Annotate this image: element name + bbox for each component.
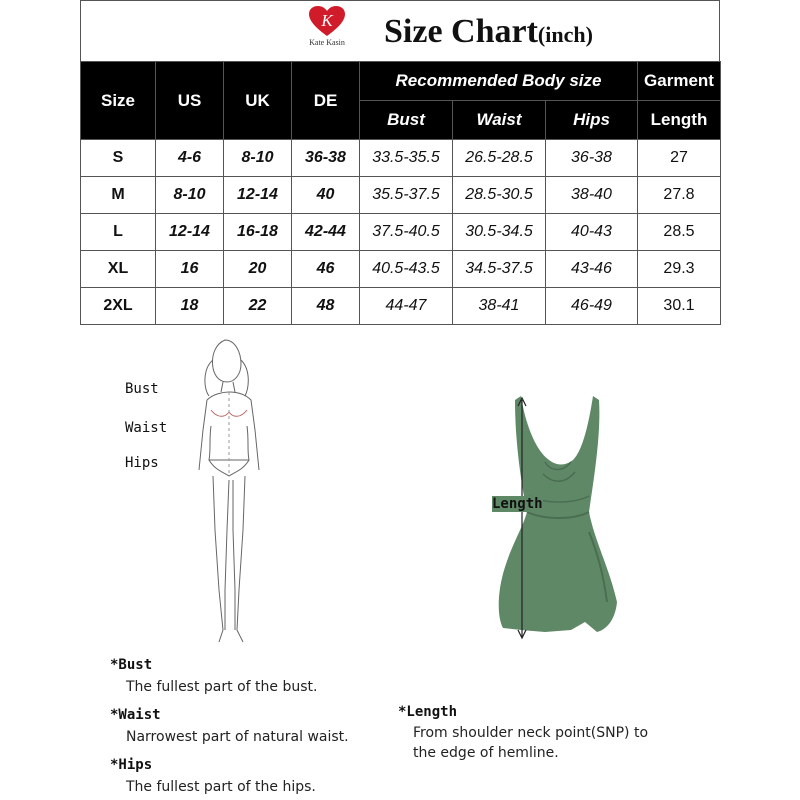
cell-de: 48 <box>292 288 360 325</box>
cell-uk: 20 <box>224 251 292 288</box>
table-row <box>81 214 721 251</box>
table-row <box>81 177 721 214</box>
cell-waist: 30.5-34.5 <box>453 214 546 251</box>
cell-length: 29.3 <box>638 251 721 288</box>
cell-bust: 37.5-40.5 <box>360 214 453 251</box>
note-waist-text: Narrowest part of natural waist. <box>126 729 349 745</box>
cell-hips: 43-46 <box>546 251 638 288</box>
note-hips-heading: *Hips <box>110 757 153 773</box>
cell-size: M <box>81 177 156 214</box>
cell-size: XL <box>81 251 156 288</box>
dress-image <box>485 392 635 647</box>
cell-size: 2XL <box>81 288 156 325</box>
svg-text:K: K <box>321 11 333 30</box>
header <box>80 0 720 62</box>
cell-de: 42-44 <box>292 214 360 251</box>
cell-length: 27.8 <box>638 177 721 214</box>
cell-uk: 8-10 <box>224 140 292 177</box>
cell-size: S <box>81 140 156 177</box>
figure-label-waist: Waist <box>125 420 168 436</box>
cell-hips: 46-49 <box>546 288 638 325</box>
cell-length: 30.1 <box>638 288 721 325</box>
header-bust: Bust <box>360 101 453 140</box>
cell-bust: 33.5-35.5 <box>360 140 453 177</box>
page-title: Size Chart(inch) <box>384 13 593 50</box>
note-hips-text: The fullest part of the hips. <box>126 779 316 795</box>
note-bust-heading: *Bust <box>110 657 153 673</box>
note-length-heading: *Length <box>398 704 458 720</box>
cell-de: 40 <box>292 177 360 214</box>
cell-hips: 36-38 <box>546 140 638 177</box>
note-length-text-1: From shoulder neck point(SNP) to <box>413 725 649 741</box>
figure-label-hips: Hips <box>125 455 159 471</box>
cell-bust: 35.5-37.5 <box>360 177 453 214</box>
heart-logo-icon <box>308 5 346 37</box>
cell-de: 46 <box>292 251 360 288</box>
cell-length: 27 <box>638 140 721 177</box>
cell-de: 36-38 <box>292 140 360 177</box>
header-uk: UK <box>224 62 292 140</box>
note-length-text-2: the edge of hemline. <box>413 745 559 761</box>
cell-waist: 26.5-28.5 <box>453 140 546 177</box>
cell-waist: 38-41 <box>453 288 546 325</box>
header-waist: Waist <box>453 101 546 140</box>
cell-us: 8-10 <box>156 177 224 214</box>
cell-uk: 22 <box>224 288 292 325</box>
table-row <box>81 251 721 288</box>
table-row <box>81 140 721 177</box>
brand-name: Kate Kasin <box>309 38 345 47</box>
cell-us: 18 <box>156 288 224 325</box>
note-waist-heading: *Waist <box>110 707 161 723</box>
header-hips: Hips <box>546 101 638 140</box>
header-body-size: Recommended Body size <box>360 62 638 101</box>
cell-waist: 34.5-37.5 <box>453 251 546 288</box>
header-de: DE <box>292 62 360 140</box>
figure-label-length: Length <box>492 496 543 512</box>
cell-waist: 28.5-30.5 <box>453 177 546 214</box>
cell-size: L <box>81 214 156 251</box>
cell-uk: 12-14 <box>224 177 292 214</box>
brand-logo <box>299 5 355 47</box>
body-figure <box>185 330 275 650</box>
title-unit: (inch) <box>537 22 593 47</box>
header-garment: Garment <box>638 62 721 101</box>
cell-bust: 40.5-43.5 <box>360 251 453 288</box>
header-length: Length <box>638 101 721 140</box>
figure-label-bust: Bust <box>125 381 159 397</box>
cell-us: 12-14 <box>156 214 224 251</box>
cell-hips: 40-43 <box>546 214 638 251</box>
cell-hips: 38-40 <box>546 177 638 214</box>
size-table <box>80 61 721 325</box>
header-size: Size <box>81 62 156 140</box>
note-bust-text: The fullest part of the bust. <box>126 679 318 695</box>
cell-bust: 44-47 <box>360 288 453 325</box>
header-us: US <box>156 62 224 140</box>
table-row <box>81 288 721 325</box>
cell-uk: 16-18 <box>224 214 292 251</box>
cell-length: 28.5 <box>638 214 721 251</box>
cell-us: 4-6 <box>156 140 224 177</box>
cell-us: 16 <box>156 251 224 288</box>
